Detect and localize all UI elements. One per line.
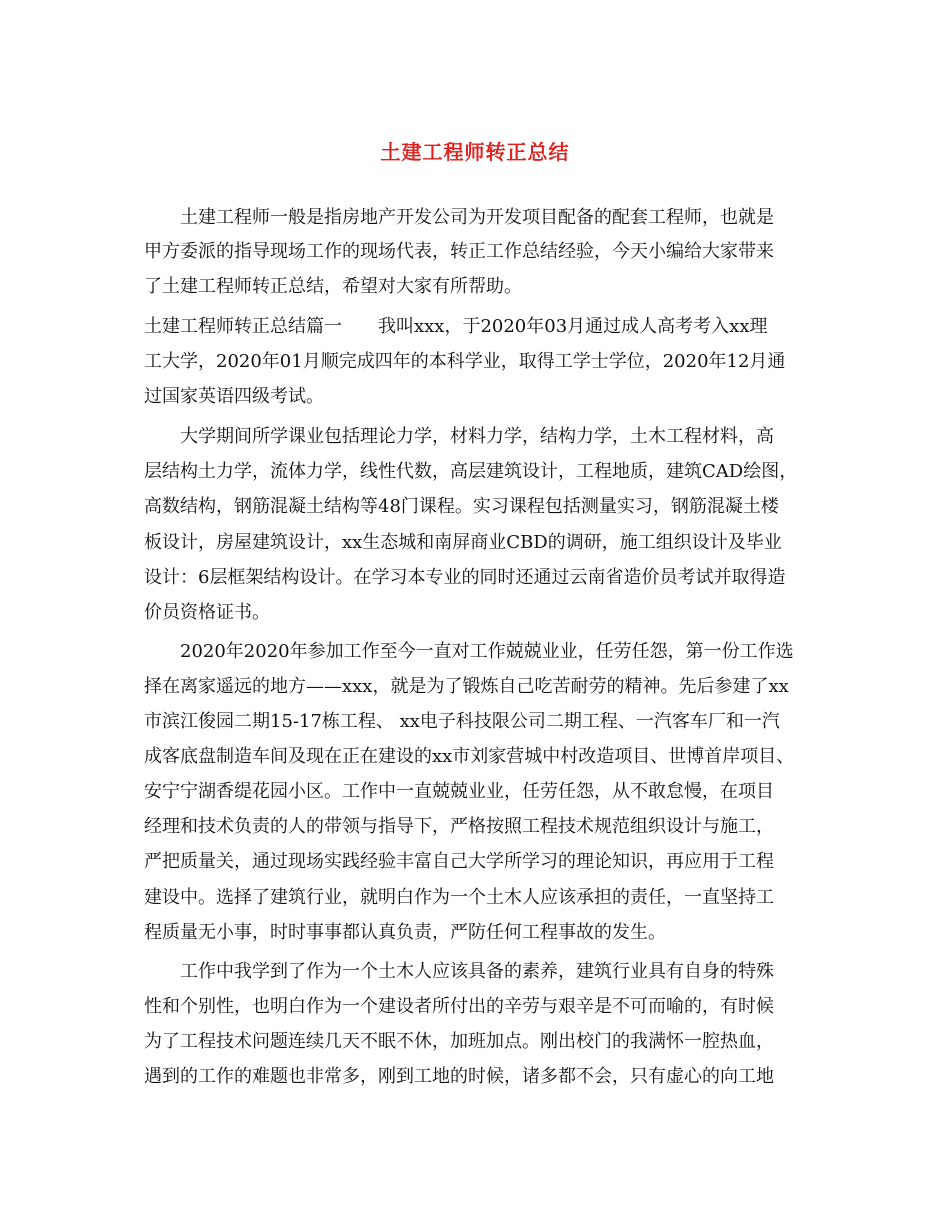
body-line: 土建工程师一般是指房地产开发公司为开发项目配备的配套工程师，也就是 [144, 207, 774, 228]
body-line: 工大学，2020年01月顺完成四年的本科学业，取得工学士学位，2020年12月通 [144, 351, 786, 372]
body-line: 2020年2020年参加工作至今一直对工作兢兢业业，任劳任怨，第一份工作选 [144, 641, 794, 662]
body-line: 程质量无小事，时时事事都认真负责，严防任何工程事故的发生。 [144, 922, 666, 943]
body-line: 为了工程技术问题连续几天不眠不休，加班加点。刚出校门的我满怀一腔热血， [144, 1031, 774, 1052]
body-line: 板设计，房屋建筑设计，xx生态城和南屏商业CBD的调研，施工组织设计及毕业 [144, 532, 782, 553]
body-line: 大学期间所学课业包括理论力学，材料力学，结构力学，土木工程材料，高 [144, 426, 774, 447]
body-line: 择在离家遥远的地方——xxx，就是为了锻炼自己吃苦耐劳的精神。先后参建了xx [144, 676, 789, 697]
body-line: 市滨江俊园二期15-17栋工程、 xx电子科技限公司二期工程、一汽客车厂和一汽 [144, 711, 780, 732]
body-line: 过国家英语四级考试。 [144, 386, 324, 407]
document-title: 土建工程师转正总结 [380, 140, 570, 164]
body-line: 设计：6层框架结构设计。在学习本专业的同时还通过云南省造价员考试并取得造 [144, 567, 786, 588]
body-line: 土建工程师转正总结篇一 我叫xxx，于2020年03月通过成人高考考入xx理 [144, 316, 768, 337]
body-line: 了土建工程师转正总结，希望对大家有所帮助。 [144, 276, 522, 297]
body-line: 严把质量关，通过现场实践经验丰富自己大学所学习的理论知识，再应用于工程 [144, 851, 774, 872]
body-line: 高数结构，钢筋混凝土结构等48门课程。实习课程包括测量实习，钢筋混凝土楼 [144, 496, 779, 517]
body-line: 成客底盘制造车间及现在正在建设的xx市刘家营城中村改造项目、世博首岸项目、 [144, 746, 795, 767]
body-line: 遇到的工作的难题也非常多，刚到工地的时候，诸多都不会，只有虚心的向工地 [144, 1066, 774, 1087]
body-line: 层结构土力学，流体力学，线性代数，高层建筑设计，工程地质，建筑CAD绘图， [144, 461, 798, 482]
body-line: 性和个别性，也明白作为一个建设者所付出的辛劳与艰辛是不可而喻的，有时候 [144, 996, 774, 1017]
body-line: 经理和技术负责的人的带领与指导下，严格按照工程技术规范组织设计与施工， [144, 816, 774, 837]
body-line: 建设中。选择了建筑行业，就明白作为一个土木人应该承担的责任，一直坚持工 [144, 887, 774, 908]
body-line: 安宁宁湖香缇花园小区。工作中一直兢兢业业，任劳任怨，从不敢怠慢，在项目 [144, 781, 774, 802]
body-line: 价员资格证书。 [144, 602, 270, 623]
body-line: 甲方委派的指导现场工作的现场代表，转正工作总结经验，今天小编给大家带来 [144, 241, 774, 262]
body-line: 工作中我学到了作为一个土木人应该具备的素养，建筑行业具有自身的特殊 [144, 961, 774, 982]
